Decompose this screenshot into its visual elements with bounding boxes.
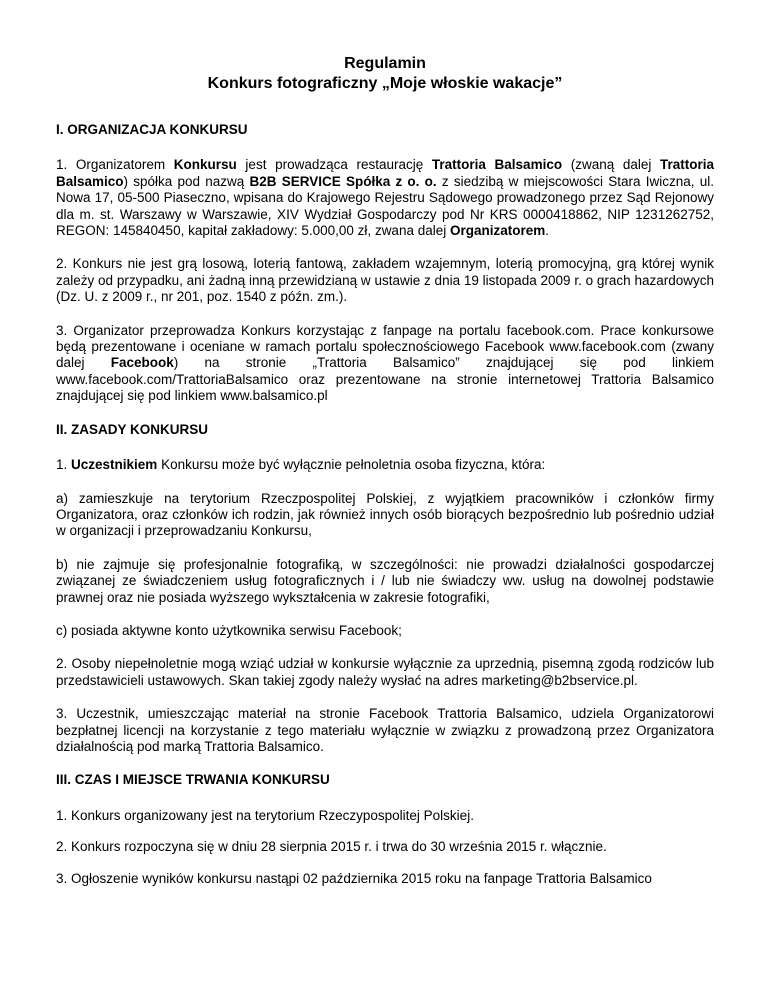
text-run: 1. Organizatorem	[56, 157, 174, 173]
bold-term: Facebook	[110, 355, 174, 371]
paragraph-1-1	[56, 157, 714, 239]
paragraph-2-2: 2. Osoby niepełnoletnie mogą wziąć udział w konkursie wyłącznie za uprzednią, pisemną zgodą rodziców lub przedstawicieli ustawowych. Skan takiej zgody należy wysłać na adres marketing@b2bservice.pl.	[56, 656, 714, 688]
paragraph-1-3	[56, 323, 714, 405]
paragraph-2-b: b) nie zajmuje się profesjonalnie fotografiką, w szczególności: nie prowadzi działalności gospodarczej związanej ze świadczeniem usług fotograficznych i / lub nie świadczy ww. usług na dowolnej podstawie prawnej oraz nie posiada wyższego wykształcenia w zakresie fotografiki,	[56, 556, 714, 605]
section-heading-czas-i-miejsce: III. CZAS I MIEJSCE TRWANIA KONKURSU	[56, 772, 330, 788]
text-run: ) na stronie „Trattoria Balsamico” znajdującej się pod linkiem www.facebook.com/TrattoriaBalsamico oraz prezentowane na stronie internetowej Trattoria Balsamico znajdującej się pod linkiem www.balsamico.pl	[56, 355, 714, 404]
paragraph-3-1: 1. Konkurs organizowany jest na terytorium Rzeczypospolitej Polskiej.	[56, 807, 474, 823]
text-run: 1.	[56, 457, 72, 473]
paragraph-3-3: 3. Ogłoszenie wyników konkursu nastąpi 02 października 2015 roku na fanpage Trattoria Balsamico	[56, 870, 652, 886]
bold-term: Uczestnikiem	[71, 457, 158, 473]
paragraph-2-3: 3. Uczestnik, umieszczając materiał na stronie Facebook Trattoria Balsamico, udziela Organizatorowi bezpłatnej licencji na korzystanie z tego materiału wyłącznie w związku z prowadzoną przez Organizatora działalnością pod marką Trattoria Balsamico.	[56, 706, 714, 754]
paragraph-2-1	[56, 457, 714, 473]
bold-term: Trattoria Balsamico	[56, 157, 715, 189]
paragraph-1-2: 2. Konkurs nie jest grą losową, loterią fantową, zakładem wzajemnym, loterią promocyjną, grą której wynik zależy od przypadku, ani żadną inną przewidzianą w ustawie z dnia 19 listopada 2009 r. o grach hazardowych (Dz. U. z 2009 r., nr 201, poz. 1540 z późn. zm.).	[56, 256, 714, 305]
bold-term: Konkursu	[173, 157, 237, 173]
text-run: (zwaną dalej	[562, 157, 660, 173]
bold-term: Trattoria Balsamico	[431, 157, 563, 173]
bold-term: Organizatorem	[450, 223, 546, 239]
text-run: .	[545, 223, 550, 239]
section-heading-zasady: II. ZASADY KONKURSU	[56, 421, 209, 437]
paragraph-2-a: a) zamieszkuje na terytorium Rzeczpospolitej Polskiej, z wyjątkiem pracowników i członków firmy Organizatora, oraz członków ich rodzin, jak również innych osób biorących bezpośrednio lub pośrednio udział w organizacji i przeprowadzaniu Konkursu,	[56, 490, 714, 539]
text-run: jest prowadząca restaurację	[236, 157, 432, 173]
paragraph-2-c: c) posiada aktywne konto użytkownika serwisu Facebook;	[56, 622, 402, 638]
bold-term: B2B SERVICE Spółka z o. o.	[249, 173, 437, 189]
document-subtitle: Konkurs fotograficzny „Moje włoskie wakacje”	[207, 75, 563, 92]
text-run: Konkursu może być wyłącznie pełnoletnia osoba fizyczna, która:	[157, 457, 546, 473]
paragraph-3-2: 2. Konkurs rozpoczyna się w dniu 28 sierpnia 2015 r. i trwa do 30 września 2015 r. włącznie.	[56, 839, 607, 855]
title-block	[56, 54, 714, 94]
section-heading-organizacja: I. ORGANIZACJA KONKURSU	[56, 122, 248, 137]
text-run: 3. Organizator przeprowadza Konkurs korzystając z fanpage na portalu facebook.com. Prace konkursowe będą prezentowane i oceniane w ramach portalu społecznościowego Facebook www.facebook.com (zwany dalej	[56, 322, 714, 371]
document-title: Regulamin	[344, 55, 426, 72]
text-run: ) spółka pod nazwą	[123, 173, 250, 189]
document-page	[56, 54, 714, 902]
text-run: z siedzibą w miejscowości Stara Iwiczna, ul. Nowa 17, 05-500 Piaseczno, wpisana do Krajowego Rejestru Sądowego prowadzonego przez Sąd Rejonowy dla m. st. Warszawy w Warszawie, XIV Wydział Gospodarczy pod Nr KRS 0000418862, NIP 1231262752, REGON: 145840450, kapitał zakładowy: 5.000,00 zł, zwana dalej	[56, 173, 715, 239]
